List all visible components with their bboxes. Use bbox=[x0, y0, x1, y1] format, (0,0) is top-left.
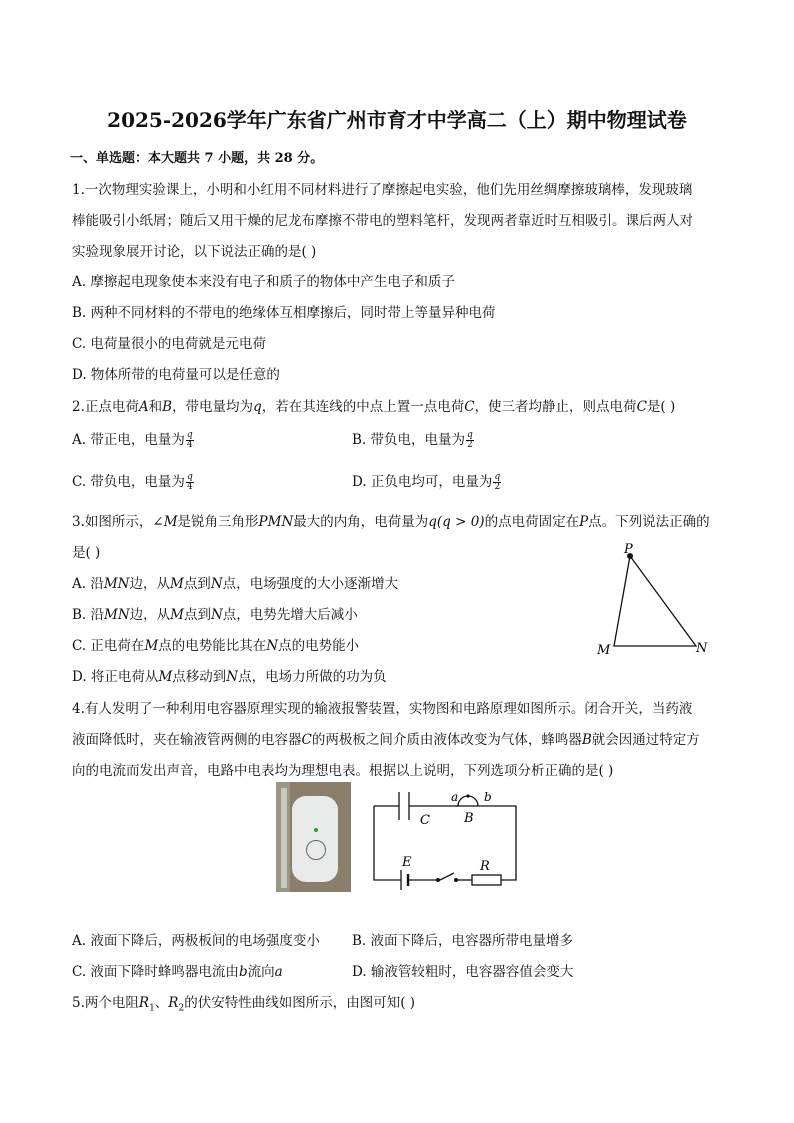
fraction-q-over-4 bbox=[186, 473, 194, 492]
q3-var: MN bbox=[103, 576, 130, 592]
buzzer-knob bbox=[466, 794, 469, 797]
q1-option-c: C. 电荷量很小的电荷就是元电荷 bbox=[72, 336, 266, 352]
switch-contact bbox=[436, 878, 440, 882]
q5-stem bbox=[72, 991, 415, 1014]
q3-stem bbox=[72, 510, 710, 530]
q4-option-c bbox=[72, 960, 283, 980]
q3-text: 点，电势先增大后减小 bbox=[222, 607, 358, 623]
buzzer-label: B bbox=[464, 811, 474, 826]
q5-var: R bbox=[168, 995, 179, 1011]
q3-text: 点到 bbox=[183, 607, 211, 623]
q5-text: 、 bbox=[154, 995, 169, 1011]
q5-var: R bbox=[138, 995, 150, 1011]
page-title: 2025-2026学年广东省广州市育才中学高二（上）期中物理试卷 bbox=[107, 108, 687, 132]
label-n: N bbox=[696, 641, 708, 656]
fraction-q-over-4 bbox=[186, 431, 194, 450]
section-heading: 一、单选题：本大题共 7 小题，共 28 分。 bbox=[70, 151, 324, 166]
q2-var-b: B bbox=[162, 399, 173, 415]
q4-stem-line1: 4.有人发明了一种利用电容器原理实现的输液报警装置，实物图和电路原理如图所示。闭合开关，当药液 bbox=[72, 701, 693, 717]
option-text: B. 带负电，电量为 bbox=[352, 432, 466, 448]
resistor-label: R bbox=[480, 859, 490, 874]
q2-var-c: C bbox=[464, 399, 475, 415]
q3-text: C. 正电荷在 bbox=[72, 638, 145, 654]
q3-var: MN bbox=[104, 607, 130, 623]
q3-var: M bbox=[170, 607, 184, 623]
q3-text: 最大的内角，电荷量为 bbox=[293, 514, 429, 530]
q2-var-c: C bbox=[636, 399, 647, 415]
q1-option-a: A. 摩擦起电现象使本来没有电子和质子的物体中产生电子和质子 bbox=[72, 274, 455, 290]
q3-var: M bbox=[158, 669, 173, 685]
capacitor-label: C bbox=[420, 813, 430, 828]
q2-stem-text: ，带电量均为 bbox=[172, 399, 254, 415]
q3-option-a bbox=[72, 572, 398, 592]
q5-text: 5.两个电阻 bbox=[72, 995, 139, 1011]
circuit-diagram bbox=[366, 784, 526, 894]
q5-text: 的伏安特性曲线如图所示，由图可知( ) bbox=[184, 995, 416, 1011]
q3-option-b bbox=[72, 603, 358, 623]
q2-stem-text: ，使三者均静止，则点电荷 bbox=[474, 399, 637, 415]
q4-text: C. 液面下降时蜂鸣器电流由 bbox=[72, 964, 239, 980]
q1-option-d: D. 物体所带的电荷量可以是任意的 bbox=[72, 367, 280, 383]
q3-stem-line2: 是( ) bbox=[72, 545, 101, 561]
q1-stem-line2: 棒能吸引小纸屑；随后又用干燥的尼龙布摩擦不带电的塑料笔杆，发现两者靠近时互相吸引。课后两人对 bbox=[72, 213, 693, 229]
frac-num: q bbox=[494, 472, 501, 482]
q3-var: M bbox=[169, 576, 184, 592]
photo-led bbox=[314, 828, 318, 832]
q3-text: A. 沿 bbox=[72, 576, 104, 592]
q4-option-b: B. 液面下降后，电容器所带电量增多 bbox=[352, 933, 574, 949]
q1-stem-line3: 实验现象展开讨论，以下说法正确的是( ) bbox=[72, 244, 317, 260]
q2-stem-text: 2.正点电荷 bbox=[72, 399, 139, 415]
q2-stem-text: 是( ) bbox=[646, 399, 676, 415]
photo-device-body bbox=[292, 796, 338, 882]
q3-option-c bbox=[72, 634, 359, 654]
q4-stem-line2 bbox=[72, 728, 700, 748]
q1-stem-line1: 1.一次物理实验课上，小明和小红用不同材料进行了摩擦起电实验，他们先用丝绸摩擦玻璃棒，发现玻璃 bbox=[72, 182, 693, 198]
q4-text: 液面降低时，夹在输液管两侧的电容器 bbox=[72, 732, 302, 748]
q3-var: M bbox=[144, 638, 159, 654]
q4-var: b bbox=[238, 964, 248, 980]
q3-text: 边，从 bbox=[129, 607, 171, 623]
q3-text: B. 沿 bbox=[72, 607, 105, 623]
frac-den: 2 bbox=[467, 440, 473, 450]
q3-var: N bbox=[226, 669, 239, 685]
q3-var: N bbox=[210, 607, 223, 623]
option-text: D. 正负电均可，电量为 bbox=[352, 474, 493, 490]
q4-option-a: A. 液面下降后，两极板间的电场强度变小 bbox=[72, 933, 320, 949]
fraction-q-over-2 bbox=[466, 431, 474, 450]
switch-contact bbox=[454, 878, 458, 882]
q2-stem-text: 和 bbox=[148, 399, 163, 415]
q3-text: D. 将正电荷从 bbox=[72, 669, 159, 685]
q4-text: 流向 bbox=[247, 964, 275, 980]
q3-text: 点。下列说法正确的 bbox=[588, 514, 710, 530]
q2-option-a bbox=[72, 428, 194, 450]
q3-var: q(q > 0) bbox=[428, 514, 485, 530]
q4-option-d: D. 输液管较粗时，电容器容值会变大 bbox=[352, 964, 574, 980]
label-p: P bbox=[624, 542, 633, 557]
infusion-alarm-photo bbox=[276, 782, 351, 892]
q2-stem bbox=[72, 395, 675, 415]
q4-var: a bbox=[274, 964, 283, 980]
q3-text: 点的电势能比其在 bbox=[158, 638, 267, 654]
frac-den: 4 bbox=[186, 482, 193, 492]
q3-var: N bbox=[210, 576, 223, 592]
q4-var: C bbox=[301, 732, 312, 748]
q3-var: PMN bbox=[258, 514, 294, 530]
photo-tube-highlight bbox=[281, 788, 287, 888]
resistor-r bbox=[472, 875, 501, 885]
q2-var-q: q bbox=[253, 399, 262, 415]
q3-var: P bbox=[579, 514, 589, 530]
q1-option-b: B. 两种不同材料的不带电的绝缘体互相摩擦后，同时带上等量异种电荷 bbox=[72, 305, 496, 321]
option-text: A. 带正电，电量为 bbox=[72, 432, 185, 448]
option-text: C. 带负电，电量为 bbox=[72, 474, 185, 490]
q4-var: B bbox=[581, 732, 592, 748]
q3-text: 边，从 bbox=[129, 576, 170, 592]
q2-var-a: A bbox=[138, 399, 149, 415]
q3-text: 点的电势能小 bbox=[278, 638, 360, 654]
fraction-q-over-2 bbox=[493, 473, 501, 492]
q3-text: 点移动到 bbox=[172, 669, 227, 685]
frac-den: 4 bbox=[186, 440, 193, 450]
q3-text: 点，电场力所做的功为负 bbox=[238, 669, 387, 685]
q3-text: 点，电场强度的大小逐渐增大 bbox=[222, 576, 399, 592]
battery-label: E bbox=[402, 855, 412, 870]
node-a-label: a bbox=[451, 790, 459, 804]
frac-num: q bbox=[186, 430, 193, 440]
frac-num: q bbox=[467, 430, 473, 440]
q3-text: 是锐角三角形 bbox=[177, 514, 259, 530]
q3-text: 点到 bbox=[183, 576, 211, 592]
wire-left bbox=[374, 806, 401, 880]
switch-blade bbox=[440, 873, 454, 880]
q2-option-d bbox=[352, 470, 501, 492]
triangle-pmn-figure bbox=[590, 540, 720, 665]
photo-button-icon bbox=[306, 840, 326, 860]
frac-num: q bbox=[186, 472, 193, 482]
q3-var: M bbox=[163, 514, 178, 530]
triangle-shape bbox=[614, 556, 696, 646]
q5-sub: 1 bbox=[149, 1003, 155, 1014]
node-b-label: b bbox=[484, 790, 492, 804]
q3-var: N bbox=[266, 638, 279, 654]
frac-den: 2 bbox=[494, 482, 501, 492]
q5-sub: 2 bbox=[178, 1003, 185, 1014]
q4-stem-line3: 向的电流而发出声音，电路中电表均为理想电表。根据以上说明，下列选项分析正确的是( ) bbox=[72, 763, 614, 779]
q2-option-b bbox=[352, 428, 474, 450]
q3-option-d bbox=[72, 665, 387, 685]
q2-stem-text: ，若在其连线的中点上置一点电荷 bbox=[261, 399, 465, 415]
q3-text: 3.如图所示，∠ bbox=[72, 514, 164, 530]
q4-text: 的两极板之间介质由液体改变为气体，蜂鸣器 bbox=[311, 732, 582, 748]
q3-text: 的点电荷固定在 bbox=[484, 514, 580, 530]
q2-option-c bbox=[72, 470, 194, 492]
q4-text: 就会因通过特定方 bbox=[591, 732, 700, 748]
label-m: M bbox=[597, 643, 611, 658]
